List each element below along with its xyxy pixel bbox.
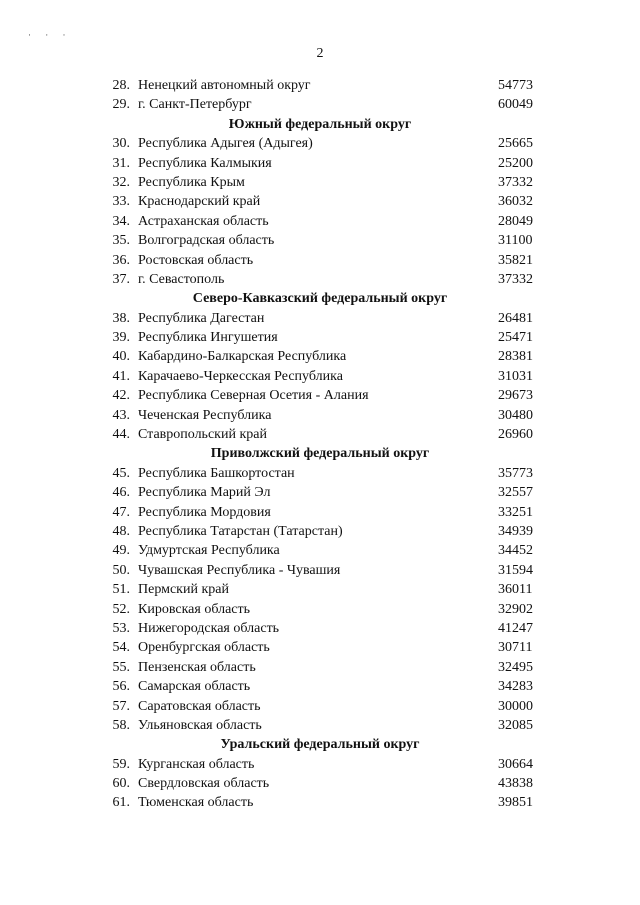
region-value: 33251 — [498, 504, 533, 520]
region-value: 25471 — [498, 330, 533, 346]
region-name: Астраханская область — [138, 213, 269, 229]
region-value: 35773 — [498, 465, 533, 481]
region-row — [0, 638, 640, 657]
region-row — [0, 173, 640, 192]
row-number: 36. — [112, 252, 130, 268]
region-row — [0, 561, 640, 580]
region-row — [0, 755, 640, 774]
row-number: 38. — [112, 310, 130, 326]
row-number: 40. — [112, 349, 130, 365]
region-name: Ульяновская область — [138, 717, 262, 733]
region-row — [0, 76, 640, 95]
region-name: Республика Адыгея (Адыгея) — [138, 136, 313, 152]
region-row — [0, 270, 640, 289]
region-value: 41247 — [498, 620, 533, 636]
region-row — [0, 367, 640, 386]
region-value: 26481 — [498, 310, 533, 326]
region-row — [0, 716, 640, 735]
region-name: Республика Крым — [138, 174, 245, 190]
region-name: Краснодарский край — [138, 194, 261, 210]
region-name: Карачаево-Черкесская Республика — [138, 368, 343, 384]
region-value: 29673 — [498, 388, 533, 404]
region-value: 30480 — [498, 407, 533, 423]
region-row — [0, 309, 640, 328]
region-value: 32557 — [498, 485, 533, 501]
region-name: Пензенская область — [138, 659, 256, 675]
page-number: 2 — [316, 46, 324, 61]
region-value: 30000 — [498, 698, 533, 714]
region-value: 35821 — [498, 252, 533, 268]
region-value: 43838 — [498, 776, 533, 792]
region-name: Республика Дагестан — [138, 310, 265, 326]
region-name: Чувашская Республика - Чувашия — [138, 562, 341, 578]
row-number: 32. — [112, 174, 130, 190]
row-number: 42. — [112, 388, 130, 404]
row-number: 37. — [112, 271, 130, 287]
region-row — [0, 503, 640, 522]
region-value: 60049 — [498, 97, 533, 113]
region-name: Тюменская область — [138, 795, 254, 811]
region-name: Чеченская Республика — [138, 407, 272, 423]
region-name: Ставропольский край — [138, 427, 267, 443]
row-number: 34. — [112, 213, 130, 229]
region-value: 30664 — [498, 756, 533, 772]
region-list — [0, 76, 640, 813]
row-number: 43. — [112, 407, 130, 423]
row-number: 52. — [112, 601, 130, 617]
region-value: 34452 — [498, 543, 533, 559]
row-number: 58. — [112, 717, 130, 733]
region-name: Самарская область — [138, 679, 251, 695]
federal-district-heading — [0, 735, 640, 754]
row-number: 33. — [112, 194, 130, 210]
region-value: 30711 — [498, 640, 533, 656]
row-number: 28. — [112, 78, 130, 93]
region-row — [0, 328, 640, 347]
region-value: 36011 — [498, 582, 533, 598]
row-number: 30. — [112, 136, 130, 152]
region-value: 32085 — [498, 717, 533, 733]
region-name: г. Севастополь — [138, 271, 225, 287]
region-row — [0, 774, 640, 793]
region-name: Волгоградская область — [138, 233, 275, 249]
region-row — [0, 154, 640, 173]
region-row — [0, 658, 640, 677]
region-value: 25665 — [498, 136, 533, 152]
region-name: Республика Северная Осетия - Алания — [138, 388, 369, 404]
region-value: 32495 — [498, 659, 533, 675]
federal-district-title: Приволжский федеральный округ — [210, 446, 430, 462]
region-row — [0, 386, 640, 405]
region-row — [0, 483, 640, 502]
region-value: 28381 — [498, 349, 533, 365]
row-number: 57. — [112, 698, 130, 714]
region-row — [0, 522, 640, 541]
region-row — [0, 793, 640, 812]
region-name: Ростовская область — [138, 252, 254, 268]
region-value: 34283 — [498, 679, 533, 695]
region-row — [0, 192, 640, 211]
row-number: 51. — [112, 582, 130, 598]
region-name: Оренбургская область — [138, 640, 270, 656]
row-number: 41. — [112, 368, 130, 384]
region-name: Республика Башкортостан — [138, 465, 295, 481]
region-value: 31594 — [498, 562, 533, 578]
row-number: 29. — [112, 97, 130, 113]
row-number: 59. — [112, 756, 130, 772]
region-value: 31031 — [498, 368, 533, 384]
region-row — [0, 425, 640, 444]
region-row — [0, 697, 640, 716]
region-name: Нижегородская область — [138, 620, 280, 636]
row-number: 46. — [112, 485, 130, 501]
region-value: 25200 — [498, 155, 533, 171]
region-value: 32902 — [498, 601, 533, 617]
region-name: Республика Мордовия — [138, 504, 271, 520]
region-row — [0, 464, 640, 483]
region-name: Саратовская область — [138, 698, 261, 714]
row-number: 35. — [112, 233, 130, 249]
region-row — [0, 134, 640, 153]
region-row — [0, 677, 640, 696]
row-number: 39. — [112, 330, 130, 346]
region-name: Ненецкий автономный округ — [138, 78, 311, 93]
region-value: 39851 — [498, 795, 533, 811]
region-name: Удмуртская Республика — [138, 543, 280, 559]
row-number: 47. — [112, 504, 130, 520]
row-number: 56. — [112, 679, 130, 695]
region-row — [0, 251, 640, 270]
region-name: Республика Ингушетия — [138, 330, 278, 346]
region-value: 28049 — [498, 213, 533, 229]
region-value: 37332 — [498, 174, 533, 190]
region-row — [0, 580, 640, 599]
federal-district-heading — [0, 444, 640, 463]
region-value: 26960 — [498, 427, 533, 443]
region-row — [0, 347, 640, 366]
row-number: 50. — [112, 562, 130, 578]
region-name: Пермский край — [138, 582, 229, 598]
row-number: 45. — [112, 465, 130, 481]
row-number: 60. — [112, 776, 130, 792]
region-name: Кировская область — [138, 601, 251, 617]
region-name: Республика Татарстан (Татарстан) — [138, 523, 343, 539]
region-value: 36032 — [498, 194, 533, 210]
region-value: 37332 — [498, 271, 533, 287]
region-value: 54773 — [498, 78, 533, 93]
row-number: 55. — [112, 659, 130, 675]
row-number: 54. — [112, 640, 130, 656]
federal-district-title: Южный федеральный округ — [228, 116, 412, 132]
row-number: 53. — [112, 620, 130, 636]
federal-district-heading — [0, 115, 640, 134]
federal-district-title: Северо-Кавказский федеральный округ — [192, 291, 448, 307]
region-name: г. Санкт-Петербург — [138, 97, 252, 113]
region-row — [0, 406, 640, 425]
region-row — [0, 95, 640, 114]
row-number: 31. — [112, 155, 130, 171]
region-name: Республика Калмыкия — [138, 155, 272, 171]
scan-mark: · · · — [28, 30, 72, 40]
region-row — [0, 212, 640, 231]
region-row — [0, 231, 640, 250]
row-number: 61. — [112, 795, 130, 811]
row-number: 44. — [112, 427, 130, 443]
region-name: Республика Марий Эл — [138, 485, 271, 501]
region-name: Кабардино-Балкарская Республика — [138, 349, 347, 365]
region-row — [0, 541, 640, 560]
federal-district-title: Уральский федеральный округ — [220, 737, 420, 753]
region-value: 31100 — [498, 233, 533, 249]
row-number: 49. — [112, 543, 130, 559]
row-number: 48. — [112, 523, 130, 539]
federal-district-heading — [0, 289, 640, 308]
region-value: 34939 — [498, 523, 533, 539]
region-name: Свердловская область — [138, 776, 270, 792]
region-row — [0, 619, 640, 638]
region-row — [0, 600, 640, 619]
region-name: Курганская область — [138, 756, 255, 772]
